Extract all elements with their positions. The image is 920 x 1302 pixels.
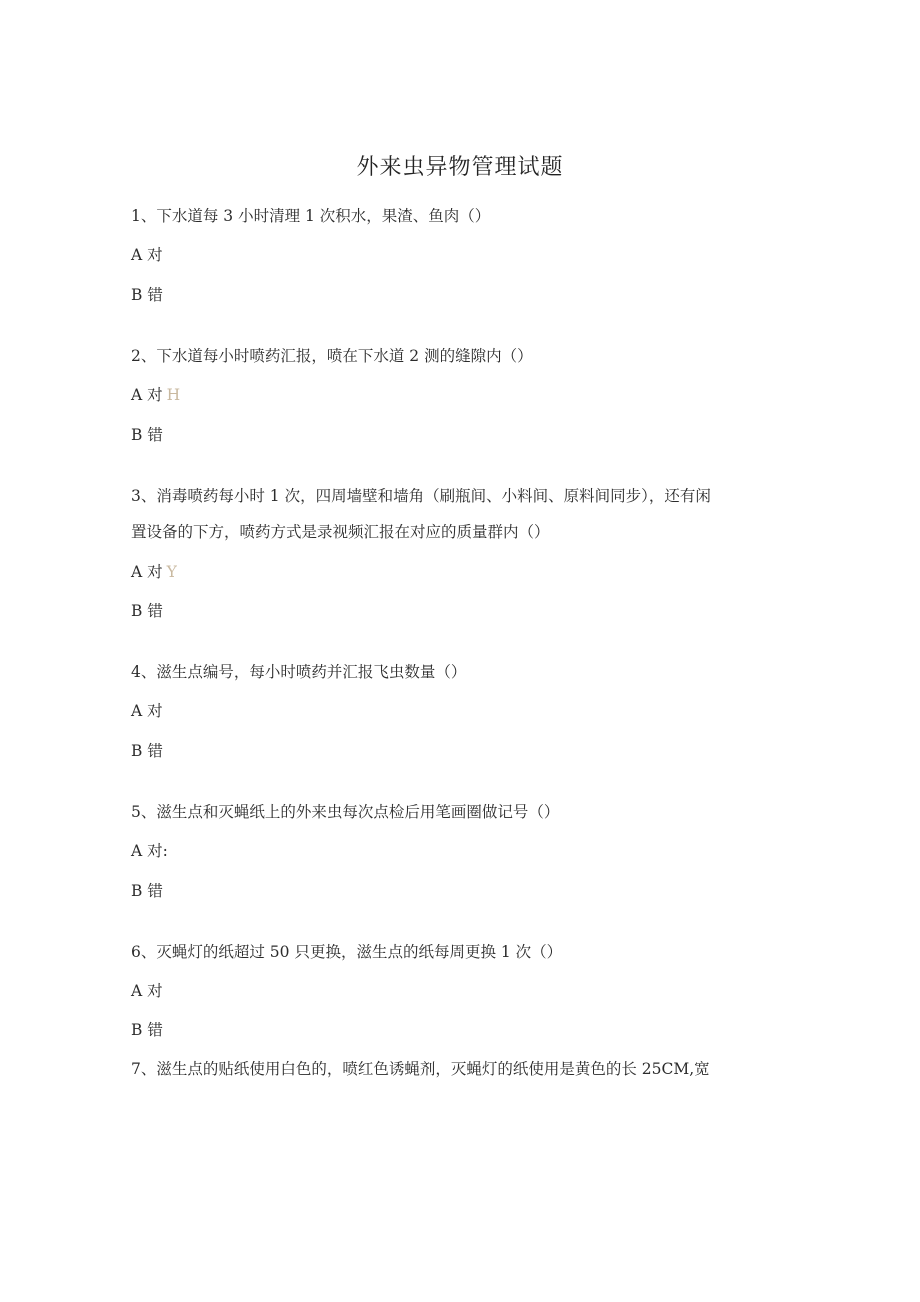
handwritten-mark: H [166,386,181,404]
option-a-label: A 对 [131,982,163,1000]
question-6-option-b: B 错 [131,1021,163,1039]
question-5-stem: 5、滋生点和灭蝇纸上的外来虫每次点检后用笔画圈做记号（） [131,803,560,821]
question-1-option-a [131,245,163,265]
question-5-option-a [131,841,168,861]
question-6-option-a [131,981,163,1001]
question-2-stem: 2、下水道每小时喷药汇报，喷在下水道 2 测的缝隙内（） [131,347,533,365]
handwritten-mark: Y [166,563,177,581]
question-3-option-a [131,562,177,582]
page-title: 外来虫异物管理试题 [356,155,564,180]
question-7-stem: 7、滋生点的贴纸使用白色的，喷红色诱蝇剂，灭蝇灯的纸使用是黄色的长 25CM,宽 [131,1060,710,1078]
question-3-stem-line-1: 3、消毒喷药每小时 1 次，四周墙壁和墙角（刷瓶间、小料间、原料间同步），还有闲 [131,487,711,505]
option-a-label: A 对 [131,702,163,720]
question-4-option-a [131,701,163,721]
question-3-stem-line-2: 置设备的下方，喷药方式是录视频汇报在对应的质量群内（） [131,523,550,541]
question-3-option-b: B 错 [131,602,163,620]
option-a-label: A 对 [131,563,163,581]
option-a-label: A 对: [131,842,168,860]
question-5-option-b: B 错 [131,882,163,900]
option-a-label: A 对 [131,386,163,404]
question-4-option-b: B 错 [131,742,163,760]
question-6-stem: 6、灭蝇灯的纸超过 50 只更换，滋生点的纸每周更换 1 次（） [131,943,563,961]
question-4-stem: 4、滋生点编号，每小时喷药并汇报飞虫数量（） [131,663,467,681]
option-a-label: A 对 [131,246,163,264]
question-2-option-b: B 错 [131,426,163,444]
question-2-option-a [131,385,180,405]
question-1-stem: 1、下水道每 3 小时清理 1 次积水，果渣、鱼肉（） [131,207,491,225]
question-1-option-b: B 错 [131,286,163,304]
